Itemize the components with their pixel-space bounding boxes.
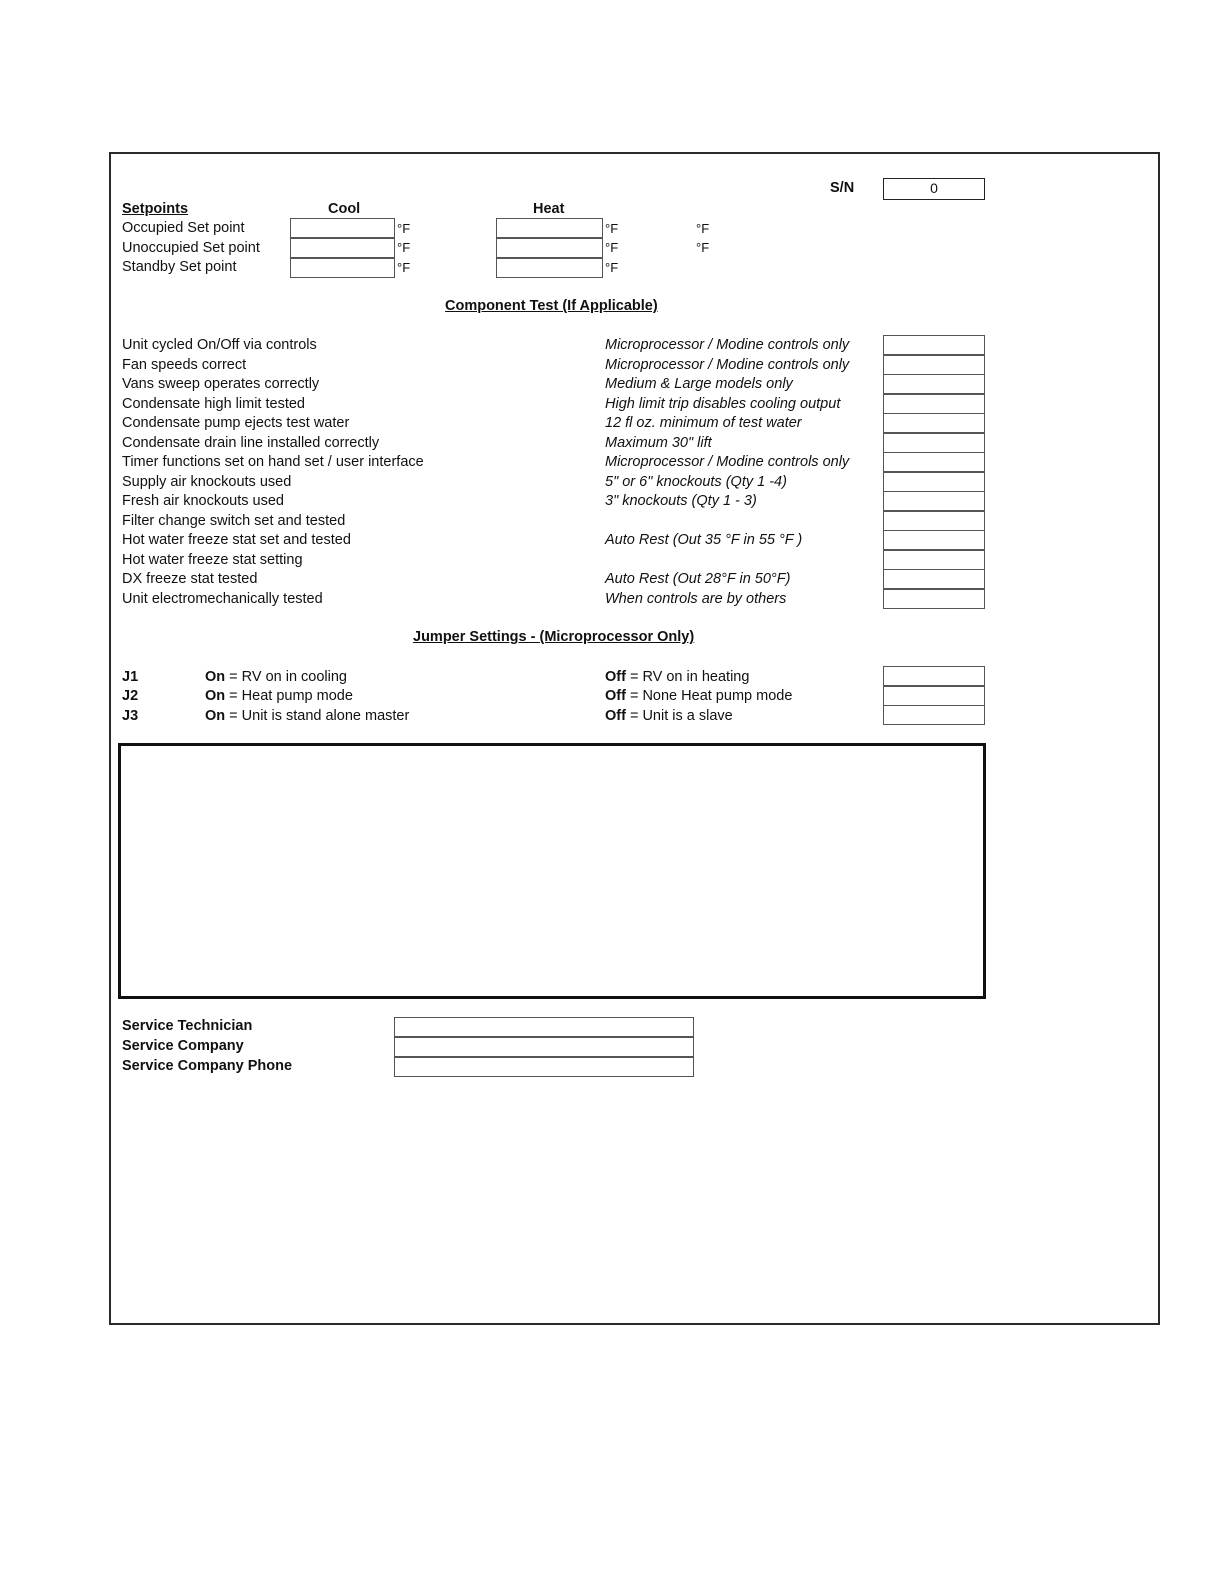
component-test-label: Supply air knockouts used — [122, 474, 292, 490]
component-test-label: DX freeze stat tested — [122, 571, 258, 587]
component-test-checkbox[interactable] — [883, 374, 985, 394]
standby-heat-unit: °F — [605, 260, 619, 275]
component-test-label: Hot water freeze stat setting — [122, 552, 303, 568]
component-test-label: Unit electromechanically tested — [122, 591, 323, 607]
component-test-checkbox[interactable] — [883, 472, 985, 492]
jumper-checkbox[interactable] — [883, 705, 985, 725]
component-test-note: Auto Rest (Out 28°F in 50°F) — [605, 571, 791, 587]
component-test-note: Microprocessor / Modine controls only — [605, 454, 850, 470]
component-test-note: 3" knockouts (Qty 1 - 3) — [605, 493, 757, 509]
component-test-checkbox[interactable] — [883, 433, 985, 453]
jumper-on-text: = Heat pump mode — [225, 688, 353, 704]
jumper-on-word: On — [205, 669, 226, 685]
jumper-on-desc — [205, 687, 353, 705]
unoccupied-cool-field[interactable] — [290, 238, 395, 258]
component-test-label: Condensate pump ejects test water — [122, 415, 350, 431]
occupied-heat-unit: °F — [605, 221, 619, 236]
jumper-settings-title: Jumper Settings - (Microprocessor Only) — [413, 629, 695, 645]
component-test-checkbox[interactable] — [883, 355, 985, 375]
unoccupied-heat-unit: °F — [605, 240, 619, 255]
component-test-label: Fresh air knockouts used — [122, 493, 284, 509]
occupied-cool-unit: °F — [397, 221, 411, 236]
occupied-cool-field[interactable] — [290, 218, 395, 238]
serial-label: S/N — [830, 180, 855, 196]
component-test-checkbox[interactable] — [883, 530, 985, 550]
jumper-id: J3 — [122, 708, 139, 724]
jumper-on-word: On — [205, 708, 226, 724]
jumper-off-text: = RV on in heating — [625, 669, 750, 685]
component-test-note: High limit trip disables cooling output — [605, 396, 841, 412]
jumper-off-text: = None Heat pump mode — [625, 688, 793, 704]
component-test-checkbox[interactable] — [883, 413, 985, 433]
service-technician-field[interactable] — [394, 1017, 694, 1037]
occupied-heat-field[interactable] — [496, 218, 603, 238]
jumper-on-word: On — [205, 688, 226, 704]
occupied-extra-unit: °F — [696, 221, 710, 236]
component-test-label: Condensate high limit tested — [122, 396, 305, 412]
component-test-label: Condensate drain line installed correctly — [122, 435, 380, 451]
component-test-checkbox[interactable] — [883, 452, 985, 472]
component-test-note: When controls are by others — [605, 591, 787, 607]
component-test-label: Unit cycled On/Off via controls — [122, 337, 317, 353]
cool-header: Cool — [328, 201, 361, 217]
service-company-label: Service Company — [122, 1038, 244, 1054]
component-test-note: Maximum 30" lift — [605, 435, 712, 451]
unoccupied-extra-unit: °F — [696, 240, 710, 255]
jumper-off-desc — [605, 707, 733, 725]
jumper-off-desc — [605, 668, 749, 686]
component-test-checkbox[interactable] — [883, 569, 985, 589]
component-test-title: Component Test (If Applicable) — [445, 298, 658, 314]
component-test-label: Filter change switch set and tested — [122, 513, 346, 529]
component-test-checkbox[interactable] — [883, 589, 985, 609]
component-test-checkbox[interactable] — [883, 394, 985, 414]
component-test-checkbox[interactable] — [883, 491, 985, 511]
jumper-checkbox[interactable] — [883, 666, 985, 686]
standby-setpoint-label: Standby Set point — [122, 259, 237, 275]
component-test-label: Hot water freeze stat set and tested — [122, 532, 351, 548]
heat-header: Heat — [533, 201, 565, 217]
jumper-off-text: = Unit is a slave — [625, 708, 733, 724]
serial-field[interactable]: 0 — [883, 178, 985, 200]
standby-cool-unit: °F — [397, 260, 411, 275]
jumper-id: J1 — [122, 669, 139, 685]
jumper-on-text: = RV on in cooling — [225, 669, 347, 685]
unoccupied-heat-field[interactable] — [496, 238, 603, 258]
service-technician-label: Service Technician — [122, 1018, 253, 1034]
service-company-phone-field[interactable] — [394, 1057, 694, 1077]
unoccupied-cool-unit: °F — [397, 240, 411, 255]
component-test-note: Microprocessor / Modine controls only — [605, 337, 850, 353]
jumper-on-desc — [205, 668, 347, 686]
standby-heat-field[interactable] — [496, 258, 603, 278]
component-test-label: Vans sweep operates correctly — [122, 376, 320, 392]
jumper-off-word: Off — [605, 708, 626, 724]
component-test-checkbox[interactable] — [883, 335, 985, 355]
standby-cool-field[interactable] — [290, 258, 395, 278]
component-test-label: Fan speeds correct — [122, 357, 247, 373]
jumper-on-text: = Unit is stand alone master — [225, 708, 410, 724]
component-test-checkbox[interactable] — [883, 550, 985, 570]
component-test-note: Auto Rest (Out 35 °F in 55 °F ) — [605, 532, 803, 548]
component-test-note: 12 fl oz. minimum of test water — [605, 415, 802, 431]
jumper-id: J2 — [122, 688, 139, 704]
form-frame — [109, 152, 1160, 1325]
occupied-setpoint-label: Occupied Set point — [122, 220, 245, 236]
service-company-field[interactable] — [394, 1037, 694, 1057]
jumper-off-word: Off — [605, 688, 626, 704]
notes-box[interactable] — [118, 743, 986, 999]
jumper-checkbox[interactable] — [883, 686, 985, 706]
setpoints-header: Setpoints — [122, 201, 189, 217]
jumper-off-desc — [605, 687, 792, 705]
component-test-note: Microprocessor / Modine controls only — [605, 357, 850, 373]
component-test-label: Timer functions set on hand set / user interface — [122, 454, 424, 470]
component-test-checkbox[interactable] — [883, 511, 985, 531]
unoccupied-setpoint-label: Unoccupied Set point — [122, 240, 260, 256]
jumper-on-desc — [205, 707, 409, 725]
jumper-off-word: Off — [605, 669, 626, 685]
component-test-note: Medium & Large models only — [605, 376, 793, 392]
component-test-note: 5" or 6" knockouts (Qty 1 -4) — [605, 474, 787, 490]
service-company-phone-label: Service Company Phone — [122, 1058, 293, 1074]
